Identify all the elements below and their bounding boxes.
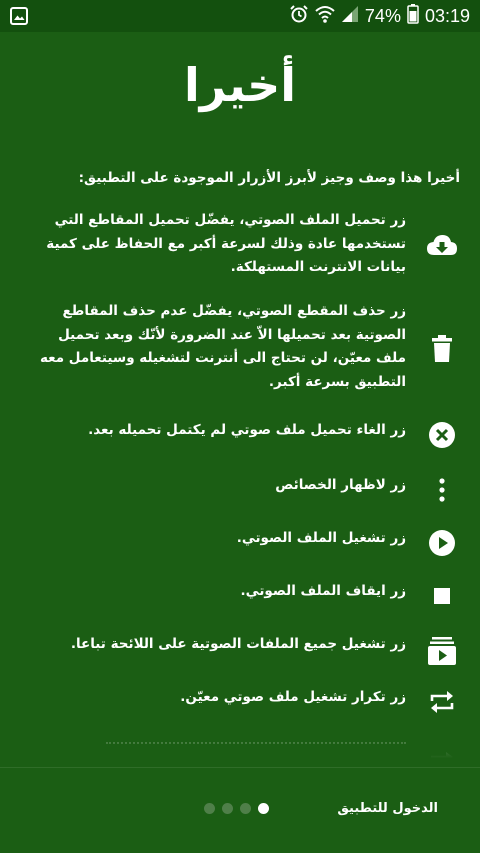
clock: 03:19 [424, 5, 470, 26]
repeat-icon [426, 686, 458, 718]
item-description: زر الغاء تحميل ملف صوتي لم يكتمل تحميله بعد. [88, 422, 406, 438]
bottom-divider [0, 767, 480, 768]
page-dot[interactable] [204, 803, 215, 814]
wifi-icon [315, 4, 335, 28]
item-description: زر تشغيل جميع الملفات الصوتية على اللائحة تباعا. [70, 636, 406, 652]
item-description: زر حذف المقطع الصوتي، يفضّل عدم حذف المقاطع الصوتية بعد تحميلها الاّ عند الضرورة لأنّك وبعد تحميل ملف معيّن، لن تحتاج الى أنترنت لتشغيله وسيتعامل معه التطبيق بسرعة أكبر. [39, 303, 406, 390]
play-icon [426, 527, 458, 559]
battery-icon [407, 4, 419, 28]
intro-text: أخيرا هذا وصف وجيز لأبرز الأزرار الموجودة على التطبيق: [78, 170, 460, 186]
page-dot[interactable] [222, 803, 233, 814]
page-dot[interactable] [240, 803, 251, 814]
gallery-notification-icon [10, 7, 28, 29]
stop-icon [426, 580, 458, 612]
page-title: أخيرا [183, 58, 297, 112]
playlist-play-icon [426, 635, 458, 667]
more-vertical-icon [426, 474, 458, 506]
page-dot-active[interactable] [258, 803, 269, 814]
enter-app-button[interactable]: الدخول للتطبيق [337, 801, 438, 816]
cancel-icon [426, 419, 458, 451]
signal-icon [341, 5, 359, 27]
item-description: زر لاظهار الخصائص [275, 477, 406, 493]
battery-percent: 74% [364, 5, 401, 26]
scroll-fade [0, 728, 480, 766]
item-description: زر تكرار تشغيل ملف صوتي معيّن. [180, 689, 406, 705]
cloud-download-icon [426, 229, 458, 261]
item-description: زر تحميل الملف الصوتي، يفضّل تحميل المقاطع التي تستخدمها عادة وذلك لسرعة أكبر مع الحفاظ على كمية بيانات الانترنت المستهلكة. [46, 212, 406, 275]
status-bar [0, 0, 480, 32]
trash-icon [426, 333, 458, 365]
item-description: زر ايقاف الملف الصوتي. [240, 583, 406, 599]
item-description: زر تشغيل الملف الصوتي. [236, 530, 406, 546]
page-indicator [204, 803, 269, 814]
alarm-icon [289, 4, 309, 28]
